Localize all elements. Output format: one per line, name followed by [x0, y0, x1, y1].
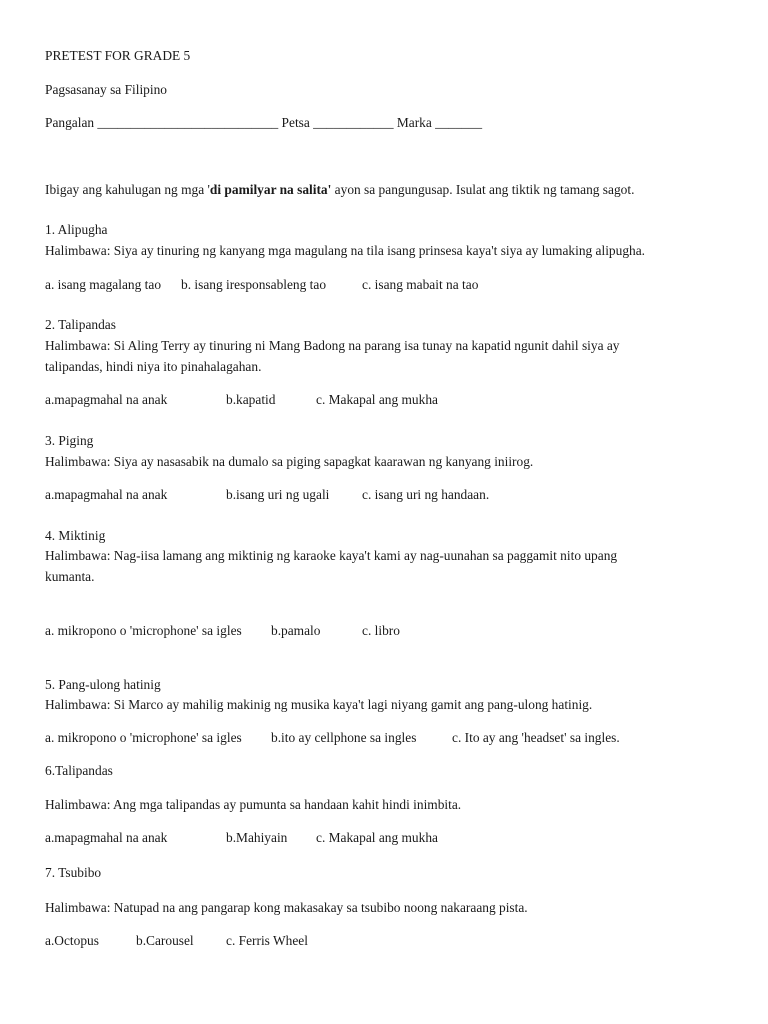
question-5-example: Halimbawa: Si Marco ay mahilig makinig ng musika kaya't lagi niyang gamit ang pang-ulong hatinig. — [45, 697, 593, 712]
question-1-option-a: a. isang magalang tao — [45, 277, 162, 292]
question-3-option-c: c. isang uri ng handaan. — [362, 487, 490, 502]
question-6-example: Halimbawa: Ang mga talipandas ay pumunta sa handaan kahit hindi inimbita. — [45, 797, 462, 812]
question-2-option-a: a.mapagmahal na anak — [45, 392, 168, 407]
name-date-score-line: Pangalan ___________________________ Petsa ____________ Marka _______ — [45, 115, 483, 130]
question-2-option-b: b.kapatid — [226, 392, 276, 407]
question-6-option-b: b.Mahiyain — [226, 830, 288, 845]
question-4-example-line-2: kumanta. — [45, 569, 95, 584]
question-2-example-line-1: Halimbawa: Si Aling Terry ay tinuring ni Mang Badong na parang isa tunay na kapatid ngunit dahil siya ay — [45, 338, 620, 353]
question-3-option-b: b.isang uri ng ugali — [226, 487, 330, 502]
question-2-option-c: c. Makapal ang mukha — [316, 392, 438, 407]
instructions-bold-text: di pamilyar na salita' — [209, 182, 332, 197]
question-5-option-c: c. Ito ay ang 'headset' sa ingles. — [452, 730, 620, 745]
instructions — [45, 182, 634, 198]
question-6-title: 6.Talipandas — [45, 763, 113, 778]
question-7-title: 7. Tsubibo — [45, 865, 102, 880]
question-7-option-a: a.Octopus — [45, 933, 99, 948]
subject-line: Pagsasanay sa Filipino — [45, 82, 167, 97]
question-6-option-a: a.mapagmahal na anak — [45, 830, 168, 845]
question-1-option-b: b. isang iresponsableng tao — [181, 277, 327, 292]
question-5-title: 5. Pang-ulong hatinig — [45, 677, 161, 692]
question-3-option-a: a.mapagmahal na anak — [45, 487, 168, 502]
instructions-text-before: Ibigay ang kahulugan ng mga ' — [45, 182, 210, 197]
question-1-example: Halimbawa: Siya ay tinuring ng kanyang mga magulang na tila isang prinsesa kaya't siya ay lumaking alipugha. — [45, 243, 646, 258]
question-4-option-c: c. libro — [362, 623, 400, 638]
question-1-option-c: c. isang mabait na tao — [362, 277, 479, 292]
question-4-option-a: a. mikropono o 'microphone' sa igles — [45, 623, 242, 638]
question-5-option-a: a. mikropono o 'microphone' sa igles — [45, 730, 242, 745]
page-title: PRETEST FOR GRADE 5 — [45, 48, 191, 63]
question-4-example-line-1: Halimbawa: Nag-iisa lamang ang miktinig ng karaoke kaya't kami ay nag-uunahan sa paggamit nito upang — [45, 548, 618, 563]
question-2-title: 2. Talipandas — [45, 317, 116, 332]
question-3-example: Halimbawa: Siya ay nasasabik na dumalo sa piging sapagkat kaarawan ng kanyang iniirog. — [45, 454, 534, 469]
instructions-text-after: ayon sa pangungusap. Isulat ang tiktik ng tamang sagot. — [331, 182, 635, 197]
question-4-title: 4. Miktinig — [45, 528, 106, 543]
question-7-option-c: c. Ferris Wheel — [226, 933, 308, 948]
question-5-option-b: b.ito ay cellphone sa ingles — [271, 730, 417, 745]
question-7-option-b: b.Carousel — [136, 933, 194, 948]
question-6-option-c: c. Makapal ang mukha — [316, 830, 438, 845]
question-4-option-b: b.pamalo — [271, 623, 321, 638]
question-3-title: 3. Piging — [45, 433, 94, 448]
question-2-example-line-2: talipandas, hindi niya ito pinahalagahan. — [45, 359, 262, 374]
question-7-example: Halimbawa: Natupad na ang pangarap kong makasakay sa tsubibo noong nakaraang pista. — [45, 900, 528, 915]
question-1-title: 1. Alipugha — [45, 222, 108, 237]
